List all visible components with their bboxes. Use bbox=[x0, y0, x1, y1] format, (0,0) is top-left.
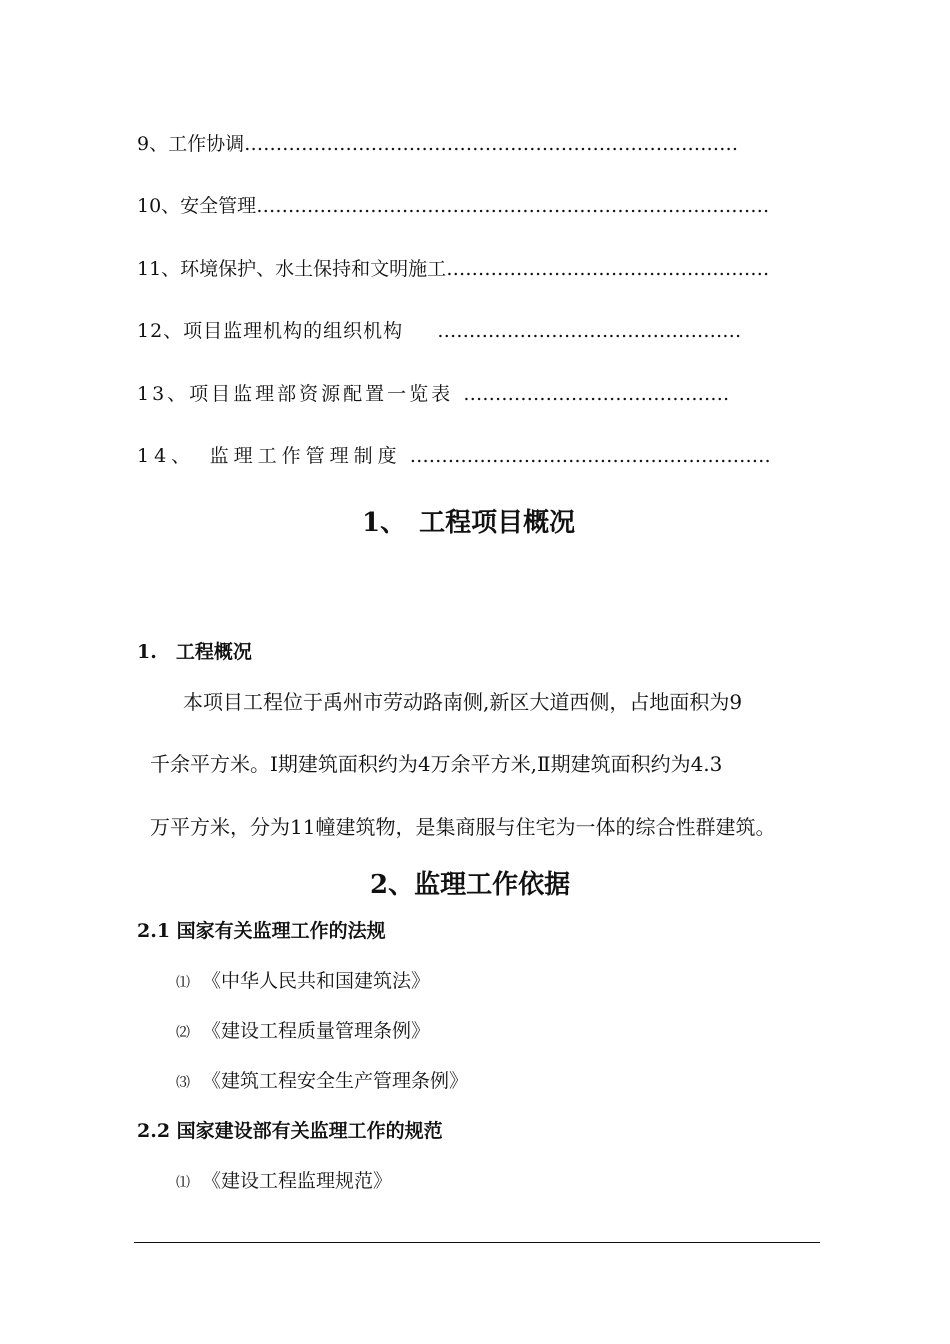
toc-leader: ……………………………………………………………………… bbox=[256, 195, 770, 217]
toc-label: 11、环境保护、水土保持和文明施工 bbox=[137, 258, 447, 280]
section-2-1-heading: 2.1 国家有关监理工作的法规 bbox=[137, 920, 386, 942]
toc-leader: ………………………………………… bbox=[437, 320, 742, 342]
toc-label: 9、工作协调 bbox=[137, 133, 245, 155]
item-text: 《中华人民共和国建筑法》 bbox=[202, 970, 431, 992]
section-1-subheading: 1. 工程概况 bbox=[137, 641, 252, 663]
item-text: 《建筑工程安全生产管理条例》 bbox=[202, 1070, 469, 1092]
item-number: ⑵ bbox=[176, 1025, 190, 1041]
toc-leader: …………………………………………………………………… bbox=[244, 133, 739, 155]
item-number: ⑴ bbox=[176, 1175, 190, 1191]
toc-entry bbox=[137, 379, 729, 406]
toc-leader: ………………………………………………… bbox=[409, 445, 771, 467]
toc-entry bbox=[137, 254, 769, 281]
toc-label: 10、安全管理 bbox=[137, 195, 257, 217]
item-number: ⑶ bbox=[176, 1075, 190, 1091]
toc-label: 13、项目监理部资源配置一览表 bbox=[137, 383, 454, 405]
section-1-heading: 1、 工程项目概况 bbox=[362, 508, 576, 538]
paragraph-line: 千余平方米。Ⅰ期建筑面积约为4万余平方米,Ⅱ期建筑面积约为4.3 bbox=[150, 752, 723, 776]
list-item bbox=[176, 966, 430, 993]
toc-label: 12、项目监理机构的组织机构 bbox=[137, 320, 404, 342]
footer-rule bbox=[134, 1242, 820, 1243]
item-text: 《建设工程监理规范》 bbox=[202, 1170, 393, 1192]
toc-entry bbox=[137, 129, 738, 156]
list-item bbox=[176, 1016, 430, 1043]
toc-label: 14、 监理工作管理制度 bbox=[137, 445, 402, 467]
toc-entry bbox=[137, 191, 769, 218]
item-text: 《建设工程质量管理条例》 bbox=[202, 1020, 431, 1042]
list-item bbox=[176, 1166, 392, 1193]
toc-leader: …………………………………… bbox=[463, 383, 730, 405]
list-item bbox=[176, 1066, 468, 1093]
toc-leader: …………………………………………… bbox=[446, 258, 770, 280]
paragraph-line: 万平方米，分为11幢建筑物，是集商服与住宅为一体的综合性群建筑。 bbox=[150, 815, 776, 839]
section-2-heading: 2、监理工作依据 bbox=[370, 870, 571, 900]
toc-entry bbox=[137, 316, 741, 343]
section-2-2-heading: 2.2 国家建设部有关监理工作的规范 bbox=[137, 1120, 443, 1142]
item-number: ⑴ bbox=[176, 975, 190, 991]
toc-entry bbox=[137, 441, 771, 468]
paragraph-line: 本项目工程位于禹州市劳动路南侧,新区大道西侧，占地面积为9 bbox=[183, 690, 743, 714]
